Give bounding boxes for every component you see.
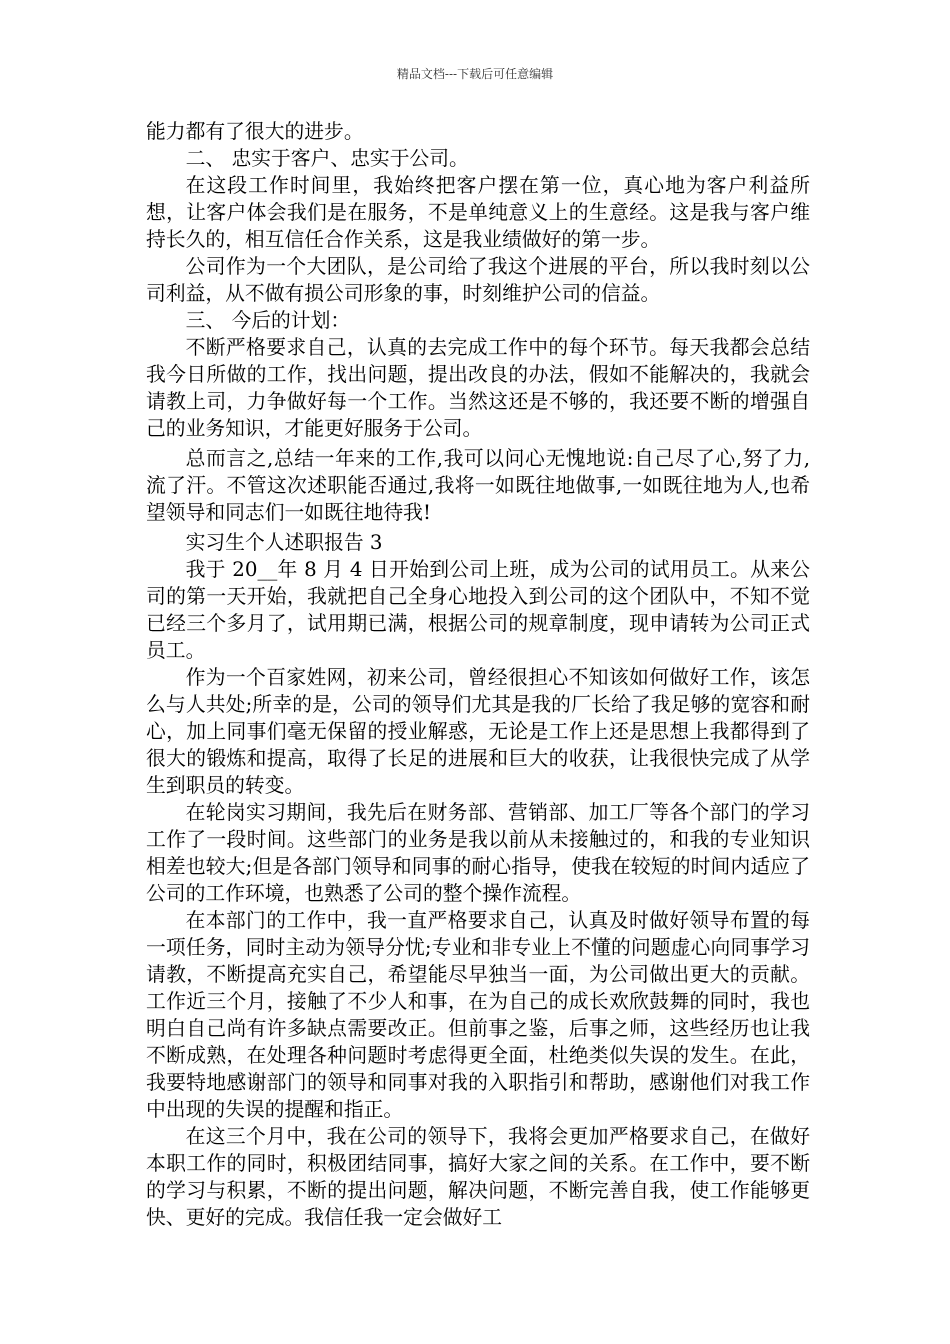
paragraph-customers: 在这段工作时间里，我始终把客户摆在第一位，真心地为客户利益所想，让客户体会我们是在服务，不是单纯意义上的生意经。这是我与客户维持长久的，相互信任合作关系，这是我业绩做好的第一步。 (146, 174, 810, 251)
paragraph-initial: 作为一个百家姓网，初来公司，曾经很担心不知该如何做好工作，该怎么与人共处;所幸的是，公司的领导们尤其是我的厂长给了我足够的宽容和耐心，加上同事们毫无保留的授业解惑，无论是工作上还是思想上我都得到了很大的锻炼和提高，取得了长足的进展和巨大的收获，让我很快完成了从学生到职员的转变。 (146, 666, 810, 797)
paragraph-company: 公司作为一个大团队，是公司给了我这个进展的平台，所以我时刻以公司利益，从不做有损公司形象的事，时刻维护公司的信益。 (146, 255, 810, 305)
page-header: 精品文档---下载后可任意编辑 (396, 67, 554, 81)
paragraph-progress: 能力都有了很大的进步。 (146, 120, 364, 143)
paragraph-department: 在本部门的工作中，我一直严格要求自己，认真及时做好领导布置的每一项任务，同时主动为领导分忧;专业和非专业上不懂的问题虚心向同事学习请教，不断提高充实自己，希望能尽早独当一面，为公司做出更大的贡献。工作近三个月，接触了不少人和事，在为自己的成长欢欣鼓舞的同时，我也明白自己尚有许多缺点需要改正。但前事之鉴，后事之师，这些经历也让我不断成熟，在处理各种问题时考虑得更全面，杜绝类似失误的发生。在此，我要特地感谢部门的领导和同事对我的入职指引和帮助，感谢他们对我工作中出现的失误的提醒和指正。 (146, 909, 810, 1121)
paragraph-plan: 不断严格要求自己，认真的去完成工作中的每个环节。每天我都会总结我今日所做的工作，找出问题，提出改良的办法，假如不能解决的，我就会请教上司，力争做好每一个工作。当然这还是不够的，我还要不断的增强自己的业务知识，才能更好服务于公司。 (146, 336, 810, 440)
paragraph-summary: 总而言之,总结一年来的工作,我可以问心无愧地说:自己尽了心,努了力,流了汗。不管这次述职能否通过,我将一如既往地做事,一如既往地为人,也希望领导和同志们一如既往地待我! (146, 447, 810, 524)
section-heading-plan: 三、 今后的计划： (185, 309, 351, 332)
paragraph-start: 我于 20__年 8 月 4 日开始到公司上班，成为公司的试用员工。从来公司的第一天开始，我就把自己全身心地投入到公司的这个团队中，不知不觉已经三个多月了，试用期已满，根据公司的规章制度，现申请转为公司正式员工。 (146, 558, 810, 662)
section-heading-loyalty: 二、 忠实于客户、忠实于公司。 (185, 147, 469, 170)
document-body (146, 118, 810, 1231)
paragraph-future: 在这三个月中，我在公司的领导下，我将会更加严格要求自己，在做好本职工作的同时，积极团结同事，搞好大家之间的关系。在工作中，要不断的学习与积累，不断的提出问题，解决问题，不断完善自我，使工作能够更快、更好的完成。我信任我一定会做好工 (146, 1125, 810, 1229)
paragraph-rotation: 在轮岗实习期间，我先后在财务部、营销部、加工厂等各个部门的学习工作了一段时间。这些部门的业务是我以前从未接触过的，和我的专业知识相差也较大;但是各部门领导和同事的耐心指导，使我在较短的时间内适应了公司的工作环境，也熟悉了公司的整个操作流程。 (146, 801, 810, 905)
report-title: 实习生个人述职报告 3 (185, 531, 383, 554)
